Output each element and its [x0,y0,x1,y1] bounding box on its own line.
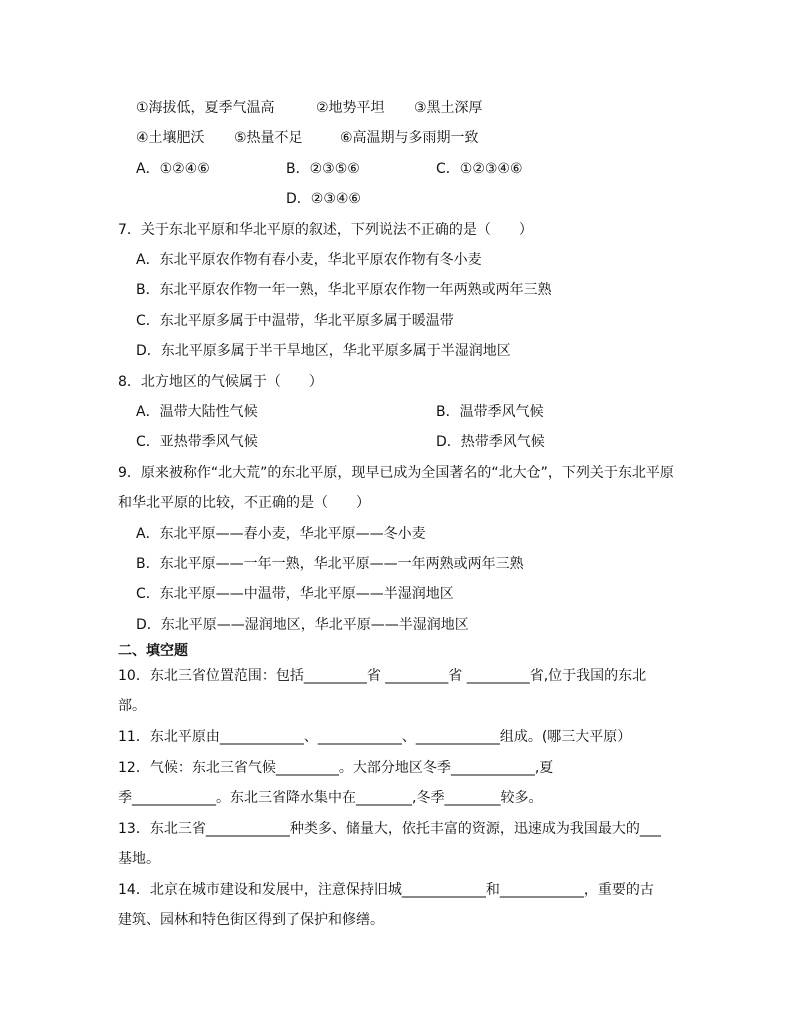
q8-option-a[interactable]: A．温带大陆性气候 [136,404,258,420]
q7-option-d[interactable]: D．东北平原多属于半干旱地区，华北平原多属于半湿润地区 [136,343,511,359]
q8-option-b[interactable]: B．温带季风气候 [436,404,544,420]
q6-feature-2: ②地势平坦 [316,100,385,116]
q6-option-d[interactable]: D．②③④⑥ [286,191,361,207]
q6-feature-6: ⑥高温期与多雨期一致 [340,130,479,146]
q6-option-a[interactable]: A．①②④⑥ [136,161,210,177]
q6-feature-4: ④土壤肥沃 [136,130,205,146]
q14-line1: 14．北京在城市建设和发展中，注意保持旧城____________和____________，重要的古 [118,882,654,898]
q9-stem-line2: 和华北平原的比较，不正确的是（ ） [118,495,370,511]
q7-option-b[interactable]: B．东北平原农作物一年一熟，华北平原农作物一年两熟或两年三熟 [136,282,552,298]
q9-option-c[interactable]: C．东北平原——中温带，华北平原——半湿润地区 [136,586,454,602]
q6-option-c[interactable]: C．①②③④⑥ [436,161,523,177]
q11-line1: 11．东北平原由____________、____________、____________组成。(哪三大平原） [118,729,632,745]
q14-line2: 建筑、园林和特色街区得到了保护和修缮。 [118,912,384,928]
q10-line1: 10．东北三省位置范围：包括_________省 _________省 _________省,位于我国的东北 [118,668,647,684]
q13-line2: 基地。 [118,851,160,867]
q10-line2: 部。 [118,698,146,714]
q9-option-b[interactable]: B．东北平原——一年一熟，华北平原——一年两熟或两年三熟 [136,556,524,572]
q7-option-a[interactable]: A．东北平原农作物有春小麦，华北平原农作物有冬小麦 [136,252,482,268]
q8-option-d[interactable]: D．热带季风气候 [436,434,545,450]
q6-feature-3: ③黑土深厚 [414,100,483,116]
q7-option-c[interactable]: C．东北平原多属于中温带，华北平原多属于暖温带 [136,313,454,329]
q13-line1: 13．东北三省____________种类多、储量大，依托丰富的资源，迅速成为我国最大的___ [118,821,661,837]
q9-option-d[interactable]: D．东北平原——湿润地区，华北平原——半湿润地区 [136,617,469,633]
q6-option-b[interactable]: B．②③⑤⑥ [286,161,360,177]
q8-stem: 8．北方地区的气候属于（ ） [118,374,323,390]
q9-option-a[interactable]: A．东北平原——春小麦，华北平原——冬小麦 [136,526,426,542]
q6-feature-1: ①海拔低，夏季气温高 [136,100,275,116]
q8-option-c[interactable]: C．亚热带季风气候 [136,434,258,450]
q6-feature-5: ⑤热量不足 [234,130,303,146]
q12-line2: 季____________。东北三省降水集中在________,冬季________较多。 [118,790,543,806]
q9-stem-line1: 9．原来被称作“北大荒”的东北平原，现早已成为全国著名的“北大仓”，下列关于东北平原 [118,465,674,481]
q12-line1: 12．气候：东北三省气候_________。大部分地区冬季____________,夏 [118,760,554,776]
section-heading: 二、填空题 [118,643,188,659]
q7-stem: 7．关于东北平原和华北平原的叙述，下列说法不正确的是（ ） [118,222,533,238]
